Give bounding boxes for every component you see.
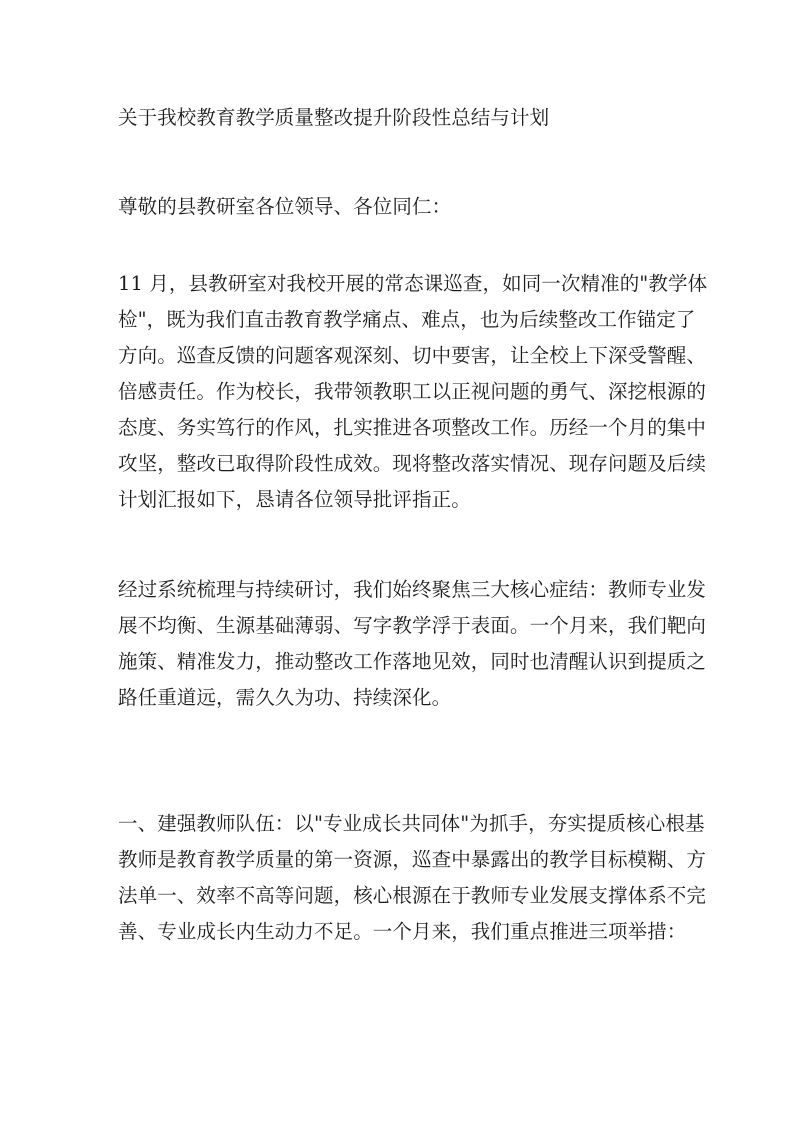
greeting: 尊敬的县教研室各位领导、各位同仁： <box>118 195 452 218</box>
text-line: 攻坚，整改已取得阶段性成效。现将整改落实情况、现存问题及后续 <box>118 452 707 475</box>
text-line: 路任重道远，需久久为功、持续深化。 <box>118 686 452 709</box>
paragraph-overview <box>118 572 706 716</box>
text-line: 方向。巡查反馈的问题客观深刻、切中要害，让全校上下深受警醒、 <box>118 344 707 367</box>
text-line: 11 月，县教研室对我校开展的常态课巡查，如同一次精准的"教学体 <box>118 272 708 295</box>
section-heading: 一、建强教师队伍：以"专业成长共同体"为抓手，夯实提质核心根基 <box>118 812 705 835</box>
text-line: 施策、精准发力，推动整改工作落地见效，同时也清醒认识到提质之 <box>118 650 707 673</box>
text-line: 倍感责任。作为校长，我带领教职工以正视问题的勇气、深挖根源的 <box>118 380 707 403</box>
text-line: 态度、务实笃行的作风，扎实推进各项整改工作。历经一个月的集中 <box>118 416 707 439</box>
paragraph-intro <box>118 266 707 518</box>
text-line: 经过系统梳理与持续研讨，我们始终聚焦三大核心症结：教师专业发 <box>118 578 707 601</box>
text-line: 善、专业成长内生动力不足。一个月来，我们重点推进三项举措： <box>118 920 687 943</box>
text-line: 教师是教育教学质量的第一资源，巡查中暴露出的教学目标模糊、方 <box>118 848 707 871</box>
document-title: 关于我校教育教学质量整改提升阶段性总结与计划 <box>118 106 550 129</box>
text-line: 展不均衡、生源基础薄弱、写字教学浮于表面。一个月来，我们靶向 <box>118 614 707 637</box>
text-line: 计划汇报如下，恳请各位领导批评指正。 <box>118 488 471 511</box>
text-line: 法单一、效率不高等问题，核心根源在于教师专业发展支撑体系不完 <box>118 884 707 907</box>
paragraph-section-one <box>118 806 706 950</box>
text-line: 检"，既为我们直击教育教学痛点、难点，也为后续整改工作锚定了 <box>118 308 696 331</box>
